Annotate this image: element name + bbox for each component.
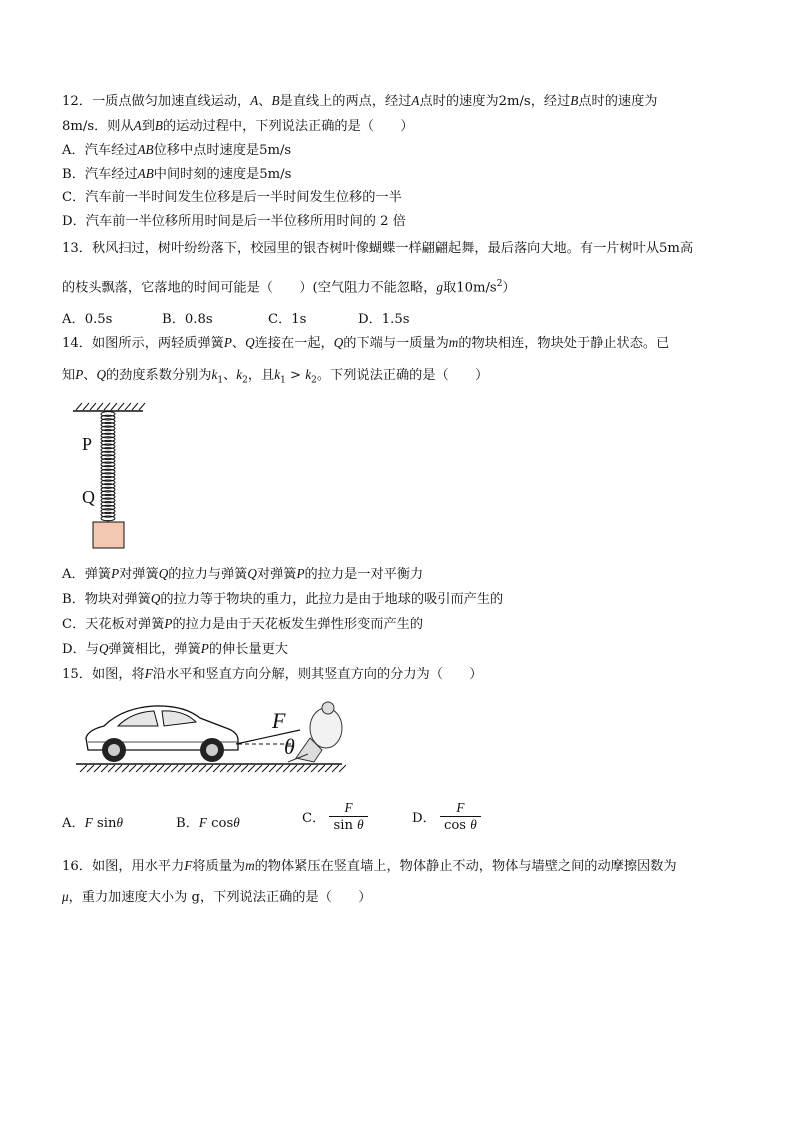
q16-line1: 16．如图，用水平力F将质量为m的物体紧压在竖直墙上，物体静止不动，物体与墙壁之间的动摩擦因数为 [62, 858, 677, 874]
q14-option-d: D．与Q弹簧相比，弹簧P的伸长量更大 [62, 641, 288, 657]
mass-block [93, 522, 124, 548]
q13-option-d: D．1.5s [358, 312, 410, 327]
person-pulling [288, 702, 342, 762]
car-pull-diagram [74, 698, 346, 776]
q12-text: 12．一质点做匀加速直线运动， [62, 94, 251, 109]
q13-line2: 的枝头飘落，它落地的时间可能是（ ）(空气阻力不能忽略，g取$10m/s^2$） [62, 279, 516, 296]
q12-line2: 8m/s．则从A到B的运动过程中，下列说法正确的是（ ） [62, 118, 414, 134]
q15-option-a: A．F sinθ [62, 815, 123, 831]
q13-option-c: C．1s [268, 312, 307, 327]
q12-option-c: C．汽车前一半时间发生位移是后一半时间发生位移的一半 [62, 190, 402, 205]
q13-line1: 13．秋风扫过，树叶纷纷落下，校园里的银杏树叶像蝴蝶一样翩翩起舞，最后落向大地。有一片树叶从5m高 [62, 241, 694, 256]
q14-line1: 14．如图所示，两轻质弹簧P、Q连接在一起，Q的下端与一质量为m的物块相连，物块处于静止状态。已 [62, 335, 670, 351]
q13-option-b: B．0.8s [162, 312, 213, 327]
q14-option-c: C．天花板对弹簧P的拉力是由于天花板发生弹性形变而产生的 [62, 616, 424, 632]
spring-coil [101, 412, 115, 522]
label-p: P [82, 434, 93, 454]
q12-option-b: B．汽车经过AB中间时刻的速度是5m/s [62, 166, 292, 182]
q12-option-d: D．汽车前一半位移所用时间是后一半位移所用时间的 2 倍 [62, 214, 406, 229]
q14-line2: 知P、Q的劲度系数分别为$k_1$、$k_2$，且$k_1 > k_2$。下列说法正确的是（ ） [62, 367, 489, 386]
q14-option-b: B．物块对弹簧Q的拉力等于物块的重力，此拉力是由于地球的吸引而产生的 [62, 591, 504, 607]
q15-option-c: C． $\frac{F}{\text{sin θ}}$ [302, 800, 368, 833]
label-q: Q [82, 487, 95, 507]
q12-option-a: A．汽车经过AB位移中点时速度是5m/s [62, 142, 292, 158]
spring-diagram [70, 400, 150, 552]
label-f: F [272, 708, 286, 733]
q14-option-a: A．弹簧P对弹簧Q的拉力与弹簧Q对弹簧P的拉力是一对平衡力 [62, 566, 424, 582]
q13-option-a: A．0.5s [62, 312, 113, 327]
q12-line1: 12．一质点做匀加速直线运动，A、B是直线上的两点，经过A点时的速度为2m/s，经过B点时的速度为 [62, 93, 658, 109]
q15-option-b: B．F cosθ [176, 815, 240, 831]
q16-line2: μ，重力加速度大小为 g，下列说法正确的是（ ） [62, 889, 372, 905]
q15-option-d: D． $\frac{F}{\text{cos θ}}$ [412, 800, 481, 833]
label-theta: θ [284, 734, 295, 759]
q15-line1: 15．如图，将F沿水平和竖直方向分解，则其竖直方向的分力为（ ） [62, 666, 483, 682]
